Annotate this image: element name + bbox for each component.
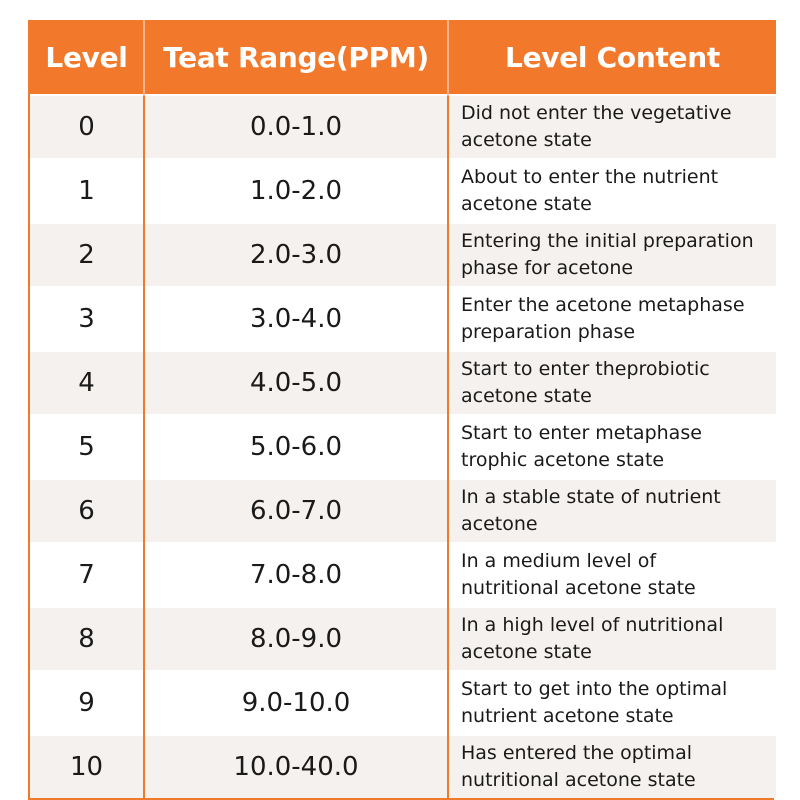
- acetone-level-table: [30, 20, 776, 798]
- content-line: trophic acetone state: [461, 449, 665, 471]
- content-line: Has entered the optimal: [461, 742, 692, 764]
- content-line: acetone state: [461, 385, 592, 407]
- content-cell: [448, 671, 776, 735]
- content-cell: [448, 159, 776, 223]
- level-cell: 4: [30, 351, 144, 415]
- content-line: Did not enter the vegetative: [461, 102, 732, 124]
- range-cell: 6.0-7.0: [144, 479, 448, 543]
- range-cell: 0.0-1.0: [144, 95, 448, 159]
- table-header-row: [30, 20, 776, 95]
- table-row: [30, 287, 776, 351]
- content-cell: [448, 287, 776, 351]
- table-row: [30, 95, 776, 159]
- level-cell: 0: [30, 95, 144, 159]
- content-cell: [448, 415, 776, 479]
- content-line: nutritional acetone state: [461, 577, 696, 599]
- table-row: [30, 415, 776, 479]
- range-cell: 9.0-10.0: [144, 671, 448, 735]
- range-cell: 7.0-8.0: [144, 543, 448, 607]
- content-line: preparation phase: [461, 321, 636, 343]
- range-cell: 4.0-5.0: [144, 351, 448, 415]
- content-cell: [448, 607, 776, 671]
- level-cell: 7: [30, 543, 144, 607]
- range-cell: 8.0-9.0: [144, 607, 448, 671]
- content-line: phase for acetone: [461, 257, 634, 279]
- range-cell: 3.0-4.0: [144, 287, 448, 351]
- table-row: [30, 223, 776, 287]
- content-line: nutritional acetone state: [461, 769, 696, 791]
- header-content: Level Content: [448, 20, 776, 95]
- table-row: [30, 543, 776, 607]
- content-cell: [448, 351, 776, 415]
- level-cell: 10: [30, 735, 144, 798]
- content-cell: [448, 543, 776, 607]
- content-cell: [448, 95, 776, 159]
- content-line: acetone state: [461, 193, 592, 215]
- level-cell: 9: [30, 671, 144, 735]
- header-level: Level: [30, 20, 144, 95]
- content-line: In a high level of nutritional: [461, 614, 724, 636]
- content-line: acetone state: [461, 129, 592, 151]
- level-cell: 1: [30, 159, 144, 223]
- content-line: Start to enter metaphase: [461, 422, 702, 444]
- content-line: Entering the initial preparation: [461, 230, 754, 252]
- level-cell: 5: [30, 415, 144, 479]
- range-cell: 1.0-2.0: [144, 159, 448, 223]
- content-line: About to enter the nutrient: [461, 166, 719, 188]
- table-frame: [28, 20, 774, 800]
- content-line: Start to get into the optimal: [461, 678, 728, 700]
- level-cell: 8: [30, 607, 144, 671]
- content-line: nutrient acetone state: [461, 705, 674, 727]
- table-row: [30, 671, 776, 735]
- content-line: In a medium level of: [461, 550, 657, 572]
- content-line: Start to enter theprobiotic: [461, 358, 710, 380]
- content-line: Enter the acetone metaphase: [461, 294, 745, 316]
- range-cell: 5.0-6.0: [144, 415, 448, 479]
- level-cell: 6: [30, 479, 144, 543]
- content-cell: [448, 735, 776, 798]
- content-cell: [448, 223, 776, 287]
- table-row: [30, 479, 776, 543]
- content-line: In a stable state of nutrient: [461, 486, 721, 508]
- range-cell: 2.0-3.0: [144, 223, 448, 287]
- table-row: [30, 735, 776, 798]
- table-row: [30, 607, 776, 671]
- header-range: Teat Range(PPM): [144, 20, 448, 95]
- range-cell: 10.0-40.0: [144, 735, 448, 798]
- level-cell: 2: [30, 223, 144, 287]
- content-cell: [448, 479, 776, 543]
- level-cell: 3: [30, 287, 144, 351]
- level-table-container: [28, 20, 774, 791]
- content-line: acetone state: [461, 641, 592, 663]
- table-row: [30, 351, 776, 415]
- content-line: acetone: [461, 513, 538, 535]
- table-row: [30, 159, 776, 223]
